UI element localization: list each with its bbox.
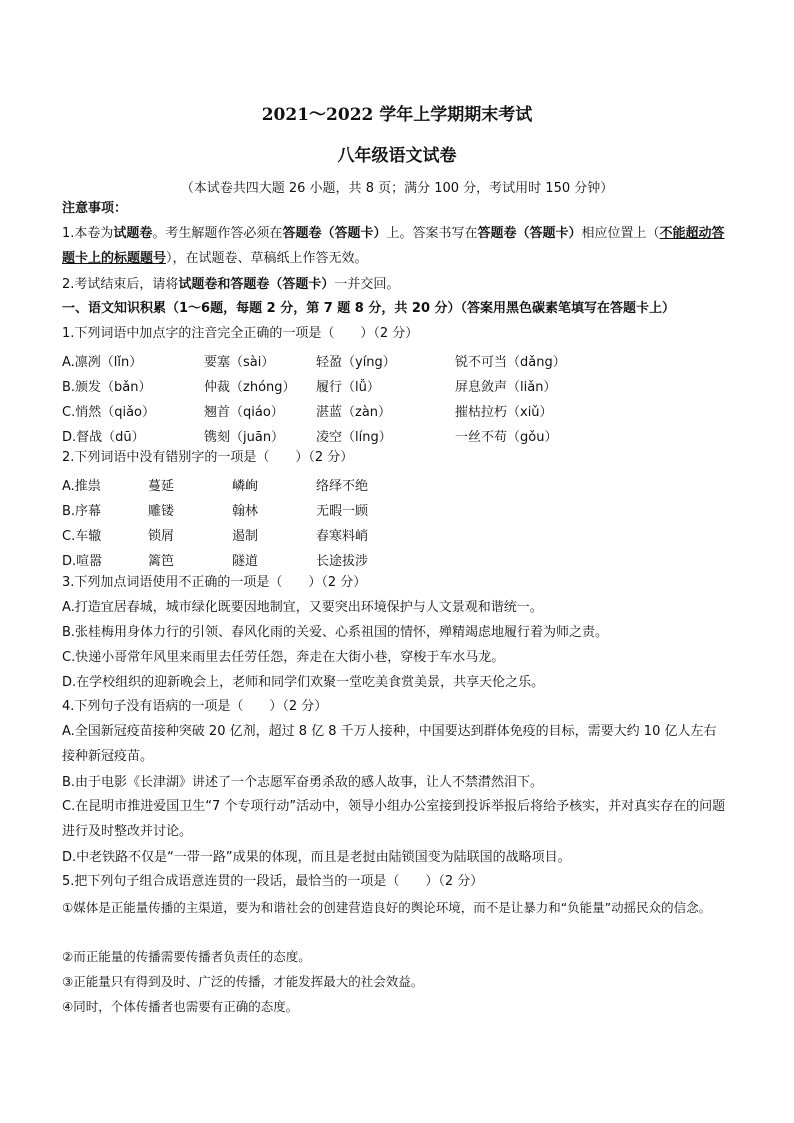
q5-sentence-1: ①媒体是正能量传播的主渠道，要为和谐社会的创建营造良好的舆论环境，而不是让暴力和“负能量”动摇民众的信念。	[62, 900, 712, 915]
q2-b-3: 翰林	[232, 504, 259, 519]
q1-a-4: 锐不可当（dǎng）	[455, 355, 566, 370]
q4-option-b: B.由于电影《长津湖》讲述了一个志愿军奋勇杀敌的感人故事，让人不禁潸然泪下。	[62, 775, 544, 790]
q1-a-1: A.凛冽（lǐn）	[62, 355, 143, 370]
q5-sentence-4: ④同时，个体传播者也需要有正确的态度。	[62, 999, 299, 1014]
q2-d-2: 篱笆	[148, 554, 175, 569]
q4-stem: 4.下列句子没有语病的一项是（ ）（2 分）	[62, 699, 328, 714]
q2-a-2: 蔓延	[148, 479, 175, 494]
q4-option-c: C.在昆明市推进爱国卫生“7 个专项行动”活动中，领导小组办公室接到投诉举报后将给予核实，并对真实存在的问题进行及时整改并讨论。	[62, 799, 726, 839]
q1-d-2: 镌刻（juān）	[204, 430, 285, 445]
section1-heading: 一、语文知识积累（1～6题，每题 2 分，第 7 题 8 分，共 20 分）（答案用黑色碳素笔填写在答题卡上）	[62, 301, 676, 316]
q1-b-1: B.颁发（bǎn）	[62, 380, 152, 395]
q5-stem: 5.把下列句子组合成语意连贯的一段话，最恰当的一项是（ ）（2 分）	[62, 874, 484, 889]
q4-option-a: A.全国新冠疫苗接种突破 20 亿剂，超过 8 亿 8 千万人接种，中国要达到群体免疫的目标，需要大约 10 亿人左右接种新冠疫苗。	[62, 724, 717, 764]
q2-b-2: 雕镂	[148, 504, 175, 519]
q3-option-d: D.在学校组织的迎新晚会上，老师和同学们欢聚一堂吃美食赏美景，共享天伦之乐。	[62, 675, 545, 690]
q1-d-1: D.督战（dū）	[62, 430, 145, 445]
notice-item-2: 2.考试结束后，请将试题卷和答题卷（答题卡）一并交回。	[62, 277, 400, 292]
exam-subtitle: 八年级语文试卷	[337, 146, 457, 166]
q1-stem: 1.下列词语中加点字的注音完全正确的一项是（ ）（2 分）	[62, 326, 419, 341]
q2-a-4: 络绎不绝	[316, 479, 369, 494]
exam-note: （本试卷共四大题 26 小题，共 8 页；满分 100 分，考试用时 150 分钟）	[180, 181, 614, 196]
q2-d-3: 隧道	[232, 554, 259, 569]
q1-a-2: 要塞（sài）	[204, 355, 275, 370]
q2-c-3: 遏制	[232, 529, 259, 544]
q2-c-2: 锁屑	[148, 529, 175, 544]
q1-b-3: 履行（lǚ）	[316, 380, 380, 395]
q2-c-1: C.车辙	[62, 529, 102, 544]
q2-a-3: 嶙峋	[232, 479, 259, 494]
q1-c-4: 摧枯拉朽（xiǔ）	[455, 405, 553, 420]
notice-item-1: 1.本卷为试题卷。考生解题作答必须在答题卷（答题卡）上。答案书写在答题卷（答题卡）相应位置上（不能超动答题卡上的标题题号），在试题卷、草稿纸上作答无效。	[62, 226, 725, 266]
q2-stem: 2.下列词语中没有错别字的一项是（ ）（2 分）	[62, 450, 354, 465]
q2-d-1: D.喧嚣	[62, 554, 103, 569]
q1-c-3: 湛蓝（zàn）	[316, 405, 392, 420]
exam-title: 2021～2022 学年上学期期末考试	[261, 105, 533, 125]
q3-option-b: B.张桂梅用身体力行的引领、春风化雨的关爱、心系祖国的情怀，殚精竭虑地履行着为师之责。	[62, 625, 609, 640]
q2-a-1: A.推祟	[62, 479, 101, 494]
q5-sentence-2: ②而正能量的传播需要传播者负责任的态度。	[62, 949, 311, 964]
q1-c-2: 翘首（qiáo）	[204, 405, 284, 420]
notice-heading: 注意事项：	[62, 201, 128, 216]
q3-option-a: A.打造宜居春城，城市绿化既要因地制宜，又要突出环境保护与人文景观和谐统一。	[62, 600, 543, 615]
q2-b-1: B.序幕	[62, 504, 102, 519]
q2-d-4: 长途拔涉	[316, 554, 369, 569]
q1-d-3: 凌空（líng）	[316, 430, 392, 445]
q1-c-1: C.悄然（qiǎo）	[62, 405, 155, 420]
q1-d-4: 一丝不苟（gǒu）	[455, 430, 558, 445]
q2-c-4: 春寒料峭	[316, 529, 369, 544]
q3-stem: 3.下列加点词语使用不正确的一项是（ ）（2 分）	[62, 575, 367, 590]
q5-sentence-3: ③正能量只有得到及时、广泛的传播，才能发挥最大的社会效益。	[62, 974, 424, 989]
q1-b-4: 屏息敛声（liǎn）	[455, 380, 557, 395]
q2-b-4: 无暇一顾	[316, 504, 369, 519]
q3-option-c: C.快递小哥常年风里来雨里去任劳任怨，奔走在大街小巷，穿梭于车水马龙。	[62, 650, 505, 665]
q4-option-d: D.中老铁路不仅是“一带一路”成果的体现，而且是老挝由陆锁国变为陆联国的战略项目。	[62, 850, 571, 865]
q1-b-2: 仲裁（zhóng）	[204, 380, 296, 395]
q1-a-3: 轻盈（yíng）	[316, 355, 396, 370]
